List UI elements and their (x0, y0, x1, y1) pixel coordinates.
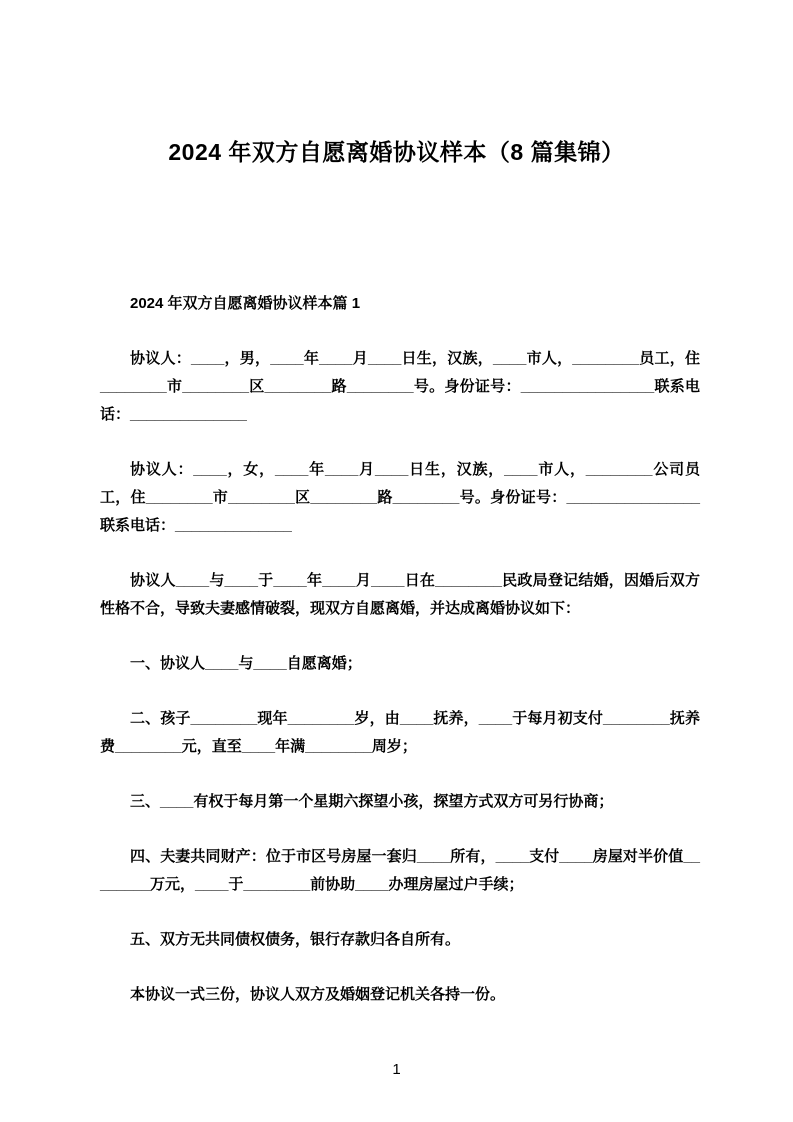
clause-1-voluntary-divorce: 一、协议人____与____自愿离婚； (130, 655, 362, 672)
page-number: 1 (392, 1061, 401, 1078)
clause-2-child-custody: 二、孩子________现年________岁，由____抚养，____于每月初支付________抚养费________元，直至____年满________周岁； (100, 710, 700, 755)
paragraph-party-b: 协议人：____，女，____年____月____日生，汉族，____市人，________公司员工，住________市________区________路________号。身份证号：________________联系电话：______________ (100, 461, 700, 534)
paragraph-party-a: 协议人：____，男，____年____月____日生，汉族，____市人，________员工，住________市________区________路________号。身份证号：________________联系电话：______________ (100, 350, 700, 423)
clause-3-visitation: 三、____有权于每月第一个星期六探望小孩，探望方式双方可另行协商； (130, 793, 614, 810)
section-heading: 2024 年双方自愿离婚协议样本篇 1 (130, 295, 361, 312)
page-footer (0, 1061, 793, 1078)
clause-5-debts: 五、双方无共同债权债务，银行存款归各自所有。 (130, 931, 461, 948)
clause-4-property: 四、夫妻共同财产：位于市区号房屋一套归____所有，____支付____房屋对半价值________万元，____于________前协助____办理房屋过户手续； (100, 848, 700, 893)
closing-line: 本协议一式三份，协议人双方及婚姻登记机关各持一份。 (130, 986, 506, 1003)
document-body (100, 167, 700, 1009)
document-title: 2024 年双方自愿离婚协议样本（8 篇集锦） (168, 139, 625, 165)
paragraph-marriage-intro: 协议人____与____于____年____月____日在________民政局登记结婚，因婚后双方性格不合，导致夫妻感情破裂，现双方自愿离婚，并达成离婚协议如下： (100, 572, 700, 617)
